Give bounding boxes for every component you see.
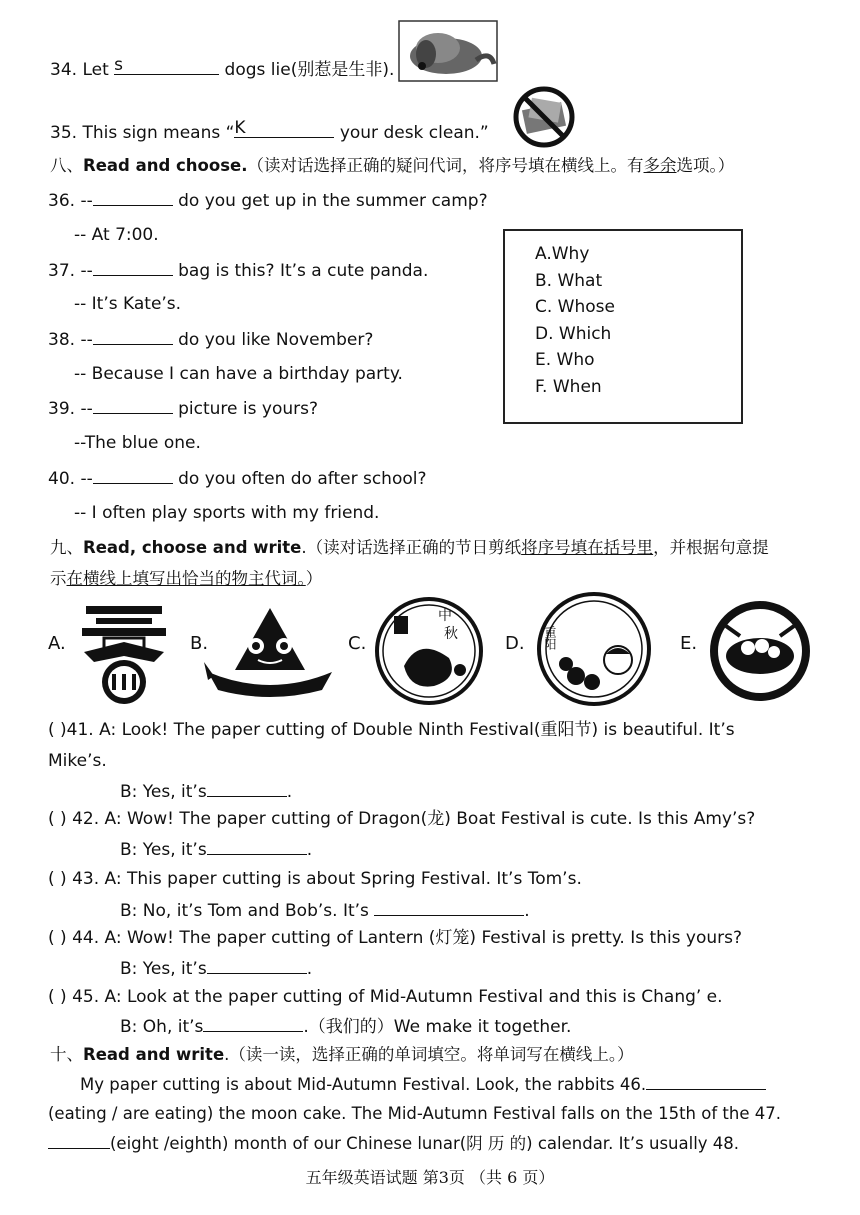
answer-paren-43[interactable]: ( ) (48, 869, 67, 889)
answer-39-text: --The blue one. (74, 433, 201, 453)
cut-label-c: C. (348, 633, 367, 654)
question-34: 34. Let s dogs lie(别惹是生非). (50, 55, 395, 80)
section-8-heading: 八、Read and choose.（读对话选择正确的疑问代词，将序号填在横线上。有多余选项。） (50, 156, 735, 175)
answer-paren-44[interactable]: ( ) (48, 928, 67, 948)
question-36: 36. -- do you get up in the summer camp? (48, 191, 488, 211)
dragon-boat-cutting (200, 600, 340, 710)
svg-text:秋: 秋 (444, 626, 458, 642)
double-ninth-cutting (526, 590, 662, 708)
answer-paren-42[interactable]: ( ) (48, 809, 67, 829)
mid-autumn-cutting (364, 596, 494, 706)
section-9-heading: 九、Read, choose and write.（读对话选择正确的节日剪纸将序号填在括号里，并根据句意提 (50, 538, 769, 557)
answer-41: B: Yes, it’s . (120, 782, 293, 802)
answer-blank-35[interactable]: K (234, 121, 334, 138)
question-39: 39. -- picture is yours? (48, 399, 318, 419)
question-42: ( ) 42. A: Wow! The paper cutting of Dragon(龙) Boat Festival is cute. Is this Amy’s? (48, 809, 756, 829)
option-a: A.Why (535, 244, 590, 264)
answer-44: B: Yes, it’s . (120, 959, 313, 979)
spring-festival-cutting (74, 600, 174, 710)
answer-38-text: -- Because I can have a birthday party. (74, 364, 403, 384)
answer-blank-38[interactable] (93, 328, 173, 345)
question-44: ( ) 44. A: Wow! The paper cutting of Lantern (灯笼) Festival is pretty. Is this yours? (48, 928, 743, 948)
answer-blank-39[interactable] (93, 397, 173, 414)
option-e: E. Who (535, 350, 595, 370)
question-41: ( )41. A: Look! The paper cutting of Double Ninth Festival(重阳节) is beautiful. It’s (48, 720, 735, 740)
word-options-box (503, 229, 743, 424)
answer-37-text: -- It’s Kate’s. (74, 294, 182, 314)
answer-45: B: Oh, it’s .（我们的）We make it together. (120, 1017, 572, 1037)
question-45: ( ) 45. A: Look at the paper cutting of Mid-Autumn Festival and this is Chang’ e. (48, 987, 723, 1007)
cut-label-d: D. (505, 633, 525, 654)
lantern-festival-cutting (696, 596, 824, 706)
page-footer: 五年级英语试题 第3页 （共 6 页） (305, 1168, 555, 1187)
svg-text:重阳: 重阳 (543, 626, 557, 650)
option-c: C. Whose (535, 297, 615, 317)
question-40: 40. -- do you often do after school? (48, 469, 427, 489)
answer-paren-41[interactable]: ( ) (48, 720, 67, 740)
answer-40-text: -- I often play sports with my friend. (74, 503, 380, 523)
answer-blank-43[interactable] (374, 899, 524, 916)
cut-label-e: E. (680, 633, 698, 654)
passage-line-3: (eight /eighth) month of our Chinese lunar(阴 历 的) calendar. It’s usually 48. (48, 1132, 739, 1155)
answer-blank-44[interactable] (207, 957, 307, 974)
answer-blank-36[interactable] (93, 189, 173, 206)
cut-label-a: A. (48, 633, 66, 654)
cut-label-b: B. (190, 633, 209, 654)
option-b: B. What (535, 270, 603, 291)
answer-blank-46[interactable] (646, 1073, 766, 1090)
answer-36-text: -- At 7:00. (74, 225, 159, 245)
answer-blank-40[interactable] (93, 467, 173, 484)
question-43: ( ) 43. A: This paper cutting is about Spring Festival. It’s Tom’s. (48, 869, 582, 889)
section-10-heading: 十、Read and write.（读一读，选择正确的单词填空。将单词写在横线上。） (50, 1045, 634, 1064)
answer-blank-47[interactable] (48, 1132, 110, 1149)
question-38: 38. -- do you like November? (48, 330, 374, 350)
answer-blank-34[interactable]: s (114, 58, 219, 75)
section-9-heading-cont: 示在横线上填写出恰当的物主代词。） (50, 569, 323, 588)
answer-blank-37[interactable] (93, 259, 173, 276)
passage-line-1: My paper cutting is about Mid-Autumn Festival. Look, the rabbits 46. (80, 1073, 766, 1096)
answer-blank-41[interactable] (207, 780, 287, 797)
svg-text:中: 中 (438, 608, 452, 624)
sleeping-dog-image (398, 20, 498, 82)
answer-blank-42[interactable] (207, 838, 307, 855)
answer-paren-45[interactable]: ( ) (48, 987, 67, 1007)
passage-line-2: (eating / are eating) the moon cake. The Mid-Autumn Festival falls on the 15th of the 47. (48, 1104, 781, 1123)
no-messy-desk-sign (498, 86, 590, 148)
answer-42: B: Yes, it’s . (120, 840, 313, 860)
option-d: D. Which (535, 323, 612, 344)
option-f: F. When (535, 376, 602, 397)
question-37: 37. -- bag is this? It’s a cute panda. (48, 261, 429, 281)
answer-43: B: No, it’s Tom and Bob’s. It’s . (120, 901, 530, 921)
answer-blank-45[interactable] (203, 1015, 303, 1032)
question-41-cont: Mike’s. (48, 751, 107, 771)
question-35: 35. This sign means “ K your desk clean.” (50, 118, 489, 143)
